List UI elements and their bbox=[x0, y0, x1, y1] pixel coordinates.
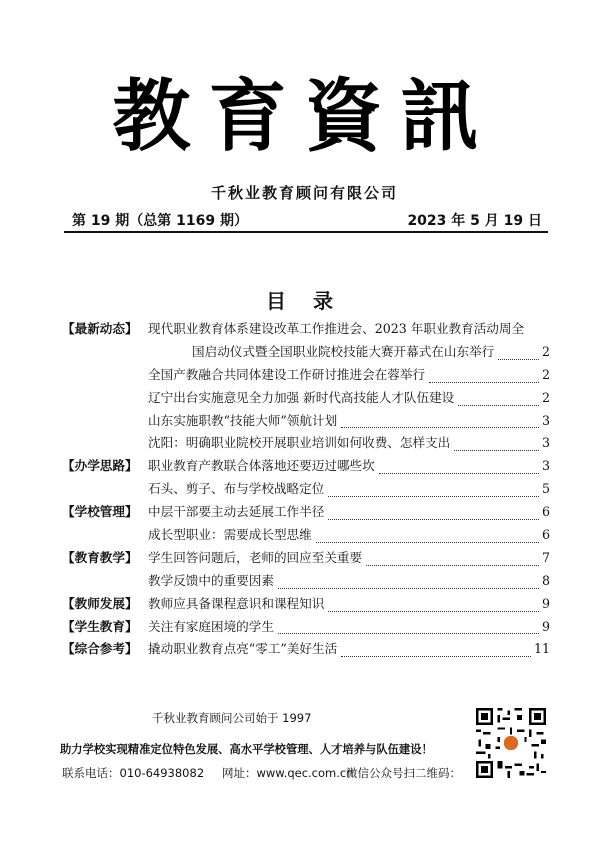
leader-dots bbox=[316, 542, 539, 543]
toc-page-number: 6 bbox=[541, 527, 550, 543]
company-name: 千秋业教育顾问有限公司 bbox=[210, 184, 398, 202]
toc-entry-title: 中层干部要主动去延展工作半径 bbox=[148, 504, 325, 520]
footer-website[interactable]: 网址：www.qec.com.cn bbox=[222, 766, 354, 780]
toc-row[interactable] bbox=[62, 501, 550, 524]
toc-page-number: 6 bbox=[541, 504, 550, 520]
toc-category: 【综合参考】 bbox=[62, 641, 138, 657]
toc-category: 【教育教学】 bbox=[62, 549, 138, 565]
toc-entry-title: 现代职业教育体系建设改革工作推进会、2023 年职业教育活动周全 bbox=[148, 321, 525, 336]
leader-dots bbox=[278, 588, 539, 589]
toc-page-number: 11 bbox=[533, 641, 550, 657]
toc-title: 目 录 bbox=[266, 289, 343, 313]
toc-page-number: 9 bbox=[541, 595, 550, 611]
toc-entry-title: 沈阳：明确职业院校开展职业培训如何收费、怎样支出 bbox=[148, 435, 451, 451]
issue-number: 第 19 期（总第 1169 期） bbox=[72, 213, 248, 229]
toc-page-number: 7 bbox=[541, 549, 550, 565]
toc-page-number: 2 bbox=[541, 389, 550, 405]
footer-founded: 千秋业教育顾问公司始于 1997 bbox=[152, 711, 312, 725]
toc-entry-title: 教学反馈中的重要因素 bbox=[148, 572, 274, 588]
toc-entry-title: 学生回答问题后，老师的回应至关重要 bbox=[148, 549, 363, 565]
toc-page-number: 8 bbox=[541, 572, 550, 588]
toc-entry-title: 山东实施职教“技能大师”领航计划 bbox=[148, 412, 338, 428]
toc-row[interactable] bbox=[62, 432, 550, 455]
toc-row[interactable] bbox=[62, 455, 550, 478]
toc-row[interactable] bbox=[62, 547, 550, 570]
toc-category: 【办学思路】 bbox=[62, 458, 138, 474]
footer-wechat-label: 微信公众号扫二维码： bbox=[346, 766, 461, 780]
toc-category: 【学校管理】 bbox=[62, 504, 138, 520]
toc-category: 【学生教育】 bbox=[62, 618, 138, 634]
toc-page-number: 5 bbox=[541, 481, 550, 497]
wechat-qr-code[interactable] bbox=[476, 708, 546, 778]
table-of-contents bbox=[62, 318, 550, 661]
toc-row[interactable] bbox=[62, 570, 550, 593]
toc-page-number: 9 bbox=[541, 618, 550, 634]
leader-dots bbox=[328, 611, 539, 612]
toc-entry-title: 石头、剪子、布与学校战略定位 bbox=[148, 481, 325, 497]
toc-entry-title: 关注有家庭困境的学生 bbox=[148, 618, 274, 634]
leader-dots bbox=[379, 473, 539, 474]
toc-page-number: 2 bbox=[541, 366, 550, 382]
leader-dots bbox=[341, 427, 539, 428]
leader-dots bbox=[278, 633, 539, 634]
toc-page-number: 3 bbox=[541, 412, 550, 428]
leader-dots bbox=[454, 450, 539, 451]
toc-row[interactable] bbox=[62, 410, 550, 433]
toc-row[interactable] bbox=[62, 341, 550, 364]
toc-entry-title: 辽宁出台实施意见全力加强 新时代高技能人才队伍建设 bbox=[148, 389, 455, 405]
toc-page-number: 2 bbox=[541, 343, 550, 359]
footer-phone: 联系电话：010-64938082 bbox=[62, 766, 205, 780]
toc-row[interactable] bbox=[62, 387, 550, 410]
leader-dots bbox=[341, 656, 531, 657]
issue-bar bbox=[72, 210, 542, 230]
toc-row[interactable] bbox=[62, 524, 550, 547]
leader-dots bbox=[429, 382, 539, 383]
toc-row[interactable] bbox=[62, 318, 550, 341]
toc-row[interactable] bbox=[62, 638, 550, 661]
issue-date: 2023 年 5 月 19 日 bbox=[407, 213, 542, 229]
leader-dots bbox=[328, 519, 539, 520]
toc-category: 【最新动态】 bbox=[62, 321, 138, 336]
toc-entry-title: 国启动仪式暨全国职业院校技能大赛开幕式在山东举行 bbox=[192, 343, 495, 359]
toc-entry-title: 撬动职业教育点亮“零工”美好生活 bbox=[148, 641, 338, 657]
toc-page-number: 3 bbox=[541, 458, 550, 474]
toc-row[interactable] bbox=[62, 593, 550, 616]
toc-row[interactable] bbox=[62, 478, 550, 501]
toc-entry-title: 教师应具备课程意识和课程知识 bbox=[148, 595, 325, 611]
toc-entry-title: 成长型职业：需要成长型思维 bbox=[148, 527, 312, 543]
toc-page-number: 3 bbox=[541, 435, 550, 451]
footer-slogan: 助力学校实现精准定位特色发展、高水平学校管理、人才培养与队伍建设！ bbox=[60, 743, 433, 756]
toc-entry-title: 职业教育产教联合体落地还要迈过哪些坎 bbox=[148, 458, 375, 474]
toc-row[interactable] bbox=[62, 616, 550, 639]
leader-dots bbox=[328, 496, 539, 497]
toc-category: 【教师发展】 bbox=[62, 595, 138, 611]
masthead-title: 教育資訊 bbox=[112, 71, 497, 162]
leader-dots bbox=[498, 359, 539, 360]
header-rule bbox=[64, 231, 548, 233]
toc-row[interactable] bbox=[62, 364, 550, 387]
leader-dots bbox=[366, 565, 539, 566]
leader-dots bbox=[458, 405, 539, 406]
toc-entry-title: 全国产教融合共同体建设工作研讨推进会在蓉举行 bbox=[148, 366, 426, 382]
